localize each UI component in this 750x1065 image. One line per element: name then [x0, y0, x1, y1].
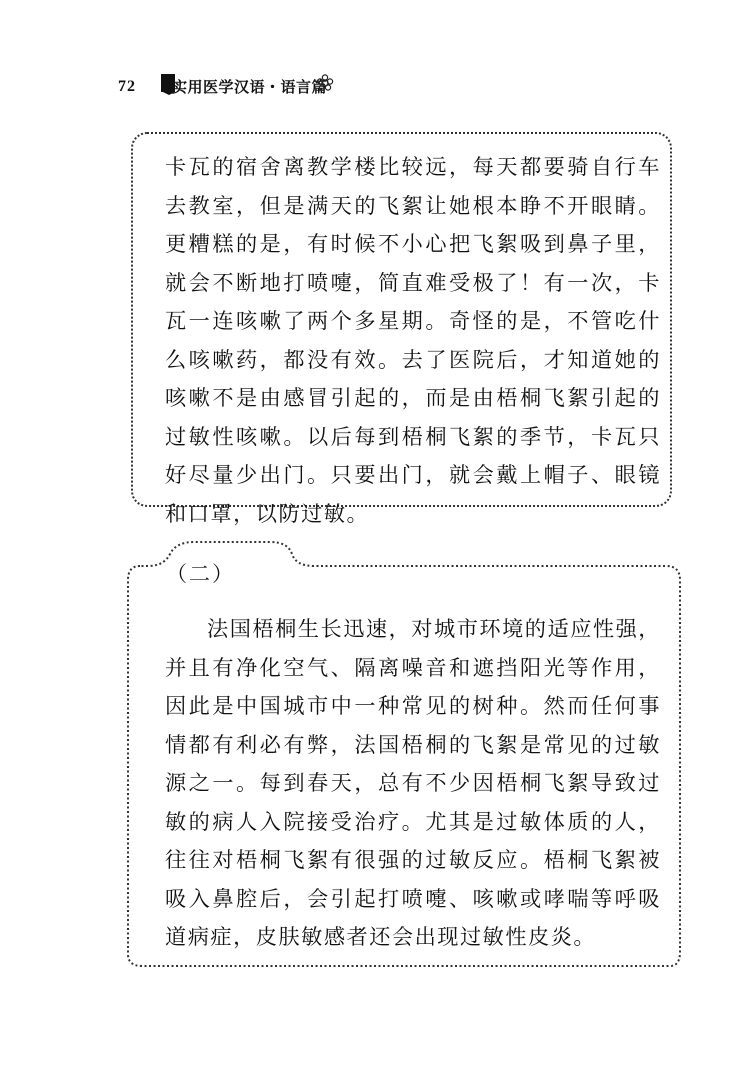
book-title: 实用医学汉语・语言篇: [172, 78, 328, 96]
page-header: [118, 72, 418, 102]
flower-ornament-icon: [316, 74, 334, 92]
page-number: 72: [118, 78, 136, 95]
passage-one-text: 卡瓦的宿舍离教学楼比较远，每天都要骑自行车去教室，但是满天的飞絮让她根本睁不开眼睛。更糟糕的是，有时候不小心把飞絮吸到鼻子里，就会不断地打喷嚏，简直难受极了！有一次，卡瓦一连咳嗽了两个多星期。奇怪的是，不管吃什么咳嗽药，都没有效。去了医院后，才知道她的咳嗽不是由感冒引起的，而是由梧桐飞絮引起的过敏性咳嗽。以后每到梧桐飞絮的季节，卡瓦只好尽量少出门。只要出门，就会戴上帽子、眼镜和口罩，以防过敏。: [165, 154, 661, 526]
passage-two-text: 法国梧桐生长迅速，对城市环境的适应性强，并且有净化空气、隔离噪音和遮挡阳光等作用，因此是中国城市中一种常见的树种。然而任何事情都有利必有弊，法国梧桐的飞絮是常见的过敏源之一。每到春天，总有不少因梧桐飞絮导致过敏的病人入院接受治疗。尤其是过敏体质的人，往往对梧桐飞絮有很强的过敏反应。梧桐飞絮被吸入鼻腔后，会引起打喷嚏、咳嗽或哮喘等呼吸道病症，皮肤敏感者还会出现过敏性皮炎。: [165, 616, 661, 949]
section-label: （二）: [166, 562, 235, 586]
